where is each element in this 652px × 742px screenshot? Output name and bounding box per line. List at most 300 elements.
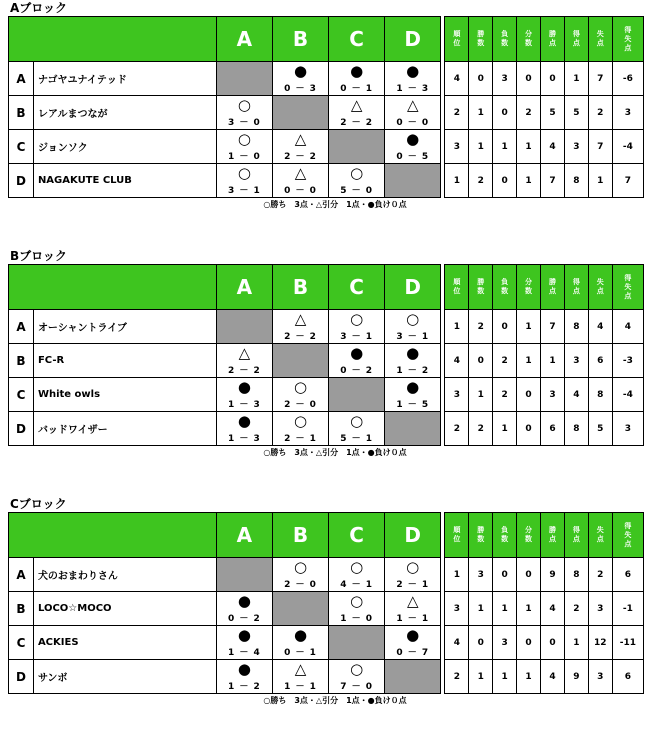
match-result-cell (385, 62, 441, 96)
header-blank (9, 17, 217, 62)
stat-value: 2 (445, 660, 469, 694)
stat-value: 2 (469, 310, 493, 344)
header-stat-char: 勝 (477, 526, 485, 534)
team-name: FC-R (33, 344, 216, 378)
header-team-b: B (272, 265, 328, 310)
team-letter: B (9, 96, 34, 130)
stat-value: 1 (517, 592, 541, 626)
match-result-cell (385, 130, 441, 164)
match-result-cell (385, 378, 441, 412)
match-result-cell (385, 310, 441, 344)
team-letter: C (9, 130, 34, 164)
block-title: Cブロック (10, 497, 67, 511)
header-stat-char: 得 (572, 526, 580, 534)
header-stat (564, 513, 588, 558)
stat-value: 7 (541, 164, 565, 198)
header-stat-char: 分 (525, 278, 533, 286)
stat-value: 1 (564, 62, 588, 96)
stat-value: 1 (469, 660, 493, 694)
team-letter: B (9, 592, 34, 626)
header-stat-char: 点 (596, 39, 604, 47)
team-name: ジョンソク (33, 130, 216, 164)
header-stat (541, 265, 565, 310)
standings-table (8, 16, 644, 198)
header-blank (9, 265, 217, 310)
match-result-cell (272, 310, 328, 344)
team-letter: C (9, 378, 34, 412)
match-score: 3 － 0 (228, 118, 261, 128)
result-symbol: ○ (350, 412, 364, 430)
stat-value: 3 (493, 62, 517, 96)
match-result-cell (216, 130, 272, 164)
match-result-cell (385, 626, 441, 660)
stat-value: 8 (564, 558, 588, 592)
header-row (9, 265, 644, 310)
stat-value: 4 (541, 130, 565, 164)
match-result-cell (272, 660, 328, 694)
stat-value: 2 (445, 412, 469, 446)
self-match-cell (329, 626, 385, 660)
block-title: Bブロック (10, 249, 67, 263)
match-score: 1 － 3 (228, 434, 261, 444)
team-letter: D (9, 412, 34, 446)
stat-value: 4 (564, 378, 588, 412)
team-letter: C (9, 626, 34, 660)
stat-value: 0 (517, 62, 541, 96)
match-score: 2 － 1 (396, 580, 430, 590)
match-result-cell (216, 344, 272, 378)
stat-value: 1 (469, 592, 493, 626)
table-row (9, 344, 644, 378)
header-stat-char: 数 (477, 39, 485, 47)
stat-value: 1 (445, 164, 469, 198)
header-team-b: B (272, 17, 328, 62)
result-symbol: ● (237, 378, 251, 396)
stat-value: 2 (493, 378, 517, 412)
header-stat-char: 位 (453, 535, 461, 543)
stat-value: 6 (541, 412, 565, 446)
header-stat-char: 勝 (548, 278, 556, 286)
match-result-cell (385, 96, 441, 130)
match-result-cell (272, 62, 328, 96)
stat-value: 0 (517, 378, 541, 412)
stat-value: 2 (469, 412, 493, 446)
stat-value: -3 (612, 344, 643, 378)
header-stat-char: 得 (624, 521, 632, 530)
match-result-cell (385, 344, 441, 378)
stat-value: 2 (588, 96, 612, 130)
table-row (9, 412, 644, 446)
result-symbol: ● (406, 130, 420, 148)
legend-text: ○勝ち 3点・△引分 1点・●負け０点 (263, 200, 407, 209)
result-symbol: ○ (350, 592, 364, 610)
stat-value: 1 (517, 310, 541, 344)
header-team-a: A (216, 17, 272, 62)
header-team-c: C (329, 265, 385, 310)
team-letter: A (9, 62, 34, 96)
match-score: 0 － 1 (284, 648, 317, 658)
match-result-cell (385, 592, 441, 626)
stat-value: 3 (445, 130, 469, 164)
stat-value: 1 (445, 310, 469, 344)
result-symbol: △ (238, 344, 251, 362)
match-result-cell (216, 592, 272, 626)
self-match-cell (272, 592, 328, 626)
team-letter: D (9, 660, 34, 694)
match-score: 1 － 4 (228, 648, 261, 658)
stat-value: 0 (493, 96, 517, 130)
self-match-cell (216, 310, 272, 344)
stat-value: 1 (517, 344, 541, 378)
stat-value: 3 (564, 344, 588, 378)
stat-value: 1 (493, 412, 517, 446)
match-result-cell (329, 412, 385, 446)
header-stat-char: 負 (501, 526, 509, 534)
match-result-cell (216, 660, 272, 694)
self-match-cell (272, 96, 328, 130)
match-score: 0 － 0 (396, 118, 430, 128)
stat-value: 4 (445, 626, 469, 660)
match-result-cell (272, 412, 328, 446)
result-symbol: △ (294, 164, 307, 182)
match-result-cell (329, 96, 385, 130)
header-stat-char: 順 (453, 278, 461, 286)
header-stat-char: 負 (501, 30, 509, 38)
match-result-cell (216, 378, 272, 412)
stat-value: 7 (588, 130, 612, 164)
match-score: 0 － 2 (228, 614, 261, 624)
table-row (9, 96, 644, 130)
standings-table (8, 264, 644, 446)
stat-value: 1 (517, 164, 541, 198)
stat-value: -11 (612, 626, 643, 660)
stat-value: 9 (564, 660, 588, 694)
header-stat (541, 513, 565, 558)
header-stat-char: 数 (477, 287, 485, 295)
stat-value: 8 (564, 412, 588, 446)
header-stat (469, 17, 493, 62)
header-stat (612, 17, 643, 62)
self-match-cell (216, 62, 272, 96)
header-stat-char: 勝 (477, 278, 485, 286)
header-stat (445, 17, 469, 62)
stat-value: 0 (541, 62, 565, 96)
result-symbol: ● (406, 62, 420, 80)
stat-value: -4 (612, 130, 643, 164)
result-symbol: ○ (350, 164, 364, 182)
stat-value: 1 (469, 96, 493, 130)
team-name: White owls (33, 378, 216, 412)
result-symbol: ○ (293, 378, 308, 396)
match-result-cell (329, 558, 385, 592)
header-stat-char: 数 (477, 535, 485, 543)
header-team-a: A (216, 513, 272, 558)
match-score: 1 － 3 (396, 84, 430, 94)
result-symbol: △ (350, 96, 363, 114)
stat-value: 1 (588, 164, 612, 198)
header-stat-char: 位 (453, 287, 461, 295)
stat-value: 12 (588, 626, 612, 660)
stat-value: 6 (612, 660, 643, 694)
stat-value: 8 (588, 378, 612, 412)
header-blank (9, 513, 217, 558)
header-stat-char: 負 (501, 278, 509, 286)
header-stat-char: 位 (453, 39, 461, 47)
header-stat (588, 17, 612, 62)
match-result-cell (329, 310, 385, 344)
stat-value: 4 (612, 310, 643, 344)
header-stat-char: 点 (548, 287, 556, 295)
stat-value: 1 (493, 660, 517, 694)
stat-value: 3 (612, 412, 643, 446)
stat-value: 7 (612, 164, 643, 198)
match-score: 0 － 2 (340, 366, 374, 376)
header-stat-char: 得 (624, 25, 632, 34)
stat-value: 2 (564, 592, 588, 626)
match-result-cell (272, 164, 328, 198)
match-result-cell (329, 164, 385, 198)
stat-value: -6 (612, 62, 643, 96)
match-score: 1 － 1 (284, 682, 317, 692)
match-score: 3 － 1 (340, 332, 374, 342)
match-score: 1 － 2 (396, 366, 430, 376)
team-name: LOCO☆MOCO (33, 592, 216, 626)
header-team-d: D (385, 17, 441, 62)
stat-value: 2 (469, 164, 493, 198)
stat-value: -4 (612, 378, 643, 412)
match-score: 0 － 7 (396, 648, 430, 658)
legend-text: ○勝ち 3点・△引分 1点・●負け０点 (263, 448, 407, 457)
stat-value: 0 (469, 626, 493, 660)
header-stat (517, 265, 541, 310)
header-stat-char: 失 (624, 282, 632, 291)
stat-value: 1 (517, 130, 541, 164)
stat-value: -1 (612, 592, 643, 626)
result-symbol: △ (406, 592, 419, 610)
stat-value: 2 (445, 96, 469, 130)
result-symbol: ● (350, 62, 364, 80)
self-match-cell (329, 378, 385, 412)
header-team-c: C (329, 17, 385, 62)
stat-value: 0 (469, 62, 493, 96)
result-symbol: ○ (293, 558, 308, 576)
team-name: ナゴヤユナイテッド (33, 62, 216, 96)
result-symbol: ● (406, 626, 420, 644)
header-stat-char: 点 (624, 291, 632, 300)
stat-value: 3 (588, 660, 612, 694)
match-score: 1 － 3 (228, 400, 261, 410)
match-result-cell (272, 130, 328, 164)
header-row (9, 17, 644, 62)
team-name: レアルまつなが (33, 96, 216, 130)
team-name: 犬のおまわりさん (33, 558, 216, 592)
header-stat (445, 513, 469, 558)
block-b (8, 248, 644, 460)
match-score: 1 － 0 (340, 614, 374, 624)
match-result-cell (329, 592, 385, 626)
header-stat (588, 265, 612, 310)
match-score: 4 － 1 (340, 580, 374, 590)
result-symbol: ● (406, 378, 420, 396)
self-match-cell (272, 344, 328, 378)
header-row (9, 513, 644, 558)
header-stat-char: 点 (572, 39, 580, 47)
header-stat-char: 分 (525, 526, 533, 534)
stat-value: 5 (564, 96, 588, 130)
stat-value: 9 (541, 558, 565, 592)
stat-value: 4 (445, 344, 469, 378)
match-score: 2 － 2 (284, 332, 317, 342)
table-row (9, 164, 644, 198)
team-name: オーシャントライブ (33, 310, 216, 344)
match-score: 1 － 0 (228, 152, 261, 162)
result-symbol: ● (237, 592, 251, 610)
match-score: 2 － 0 (284, 400, 317, 410)
block-c (8, 496, 644, 708)
stat-value: 8 (564, 310, 588, 344)
stat-value: 5 (541, 96, 565, 130)
stat-value: 7 (541, 310, 565, 344)
result-symbol: ○ (406, 310, 420, 328)
header-stat-char: 得 (624, 273, 632, 282)
result-symbol: ● (406, 344, 420, 362)
header-stat (541, 17, 565, 62)
result-symbol: △ (406, 96, 419, 114)
header-stat-char: 失 (596, 30, 604, 38)
table-row (9, 310, 644, 344)
header-stat-char: 点 (596, 287, 604, 295)
header-stat (588, 513, 612, 558)
header-stat-char: 順 (453, 30, 461, 38)
result-symbol: ● (293, 62, 308, 80)
table-row (9, 62, 644, 96)
stat-value: 0 (517, 626, 541, 660)
stat-value: 0 (493, 310, 517, 344)
header-stat-char: 勝 (548, 526, 556, 534)
header-stat (445, 265, 469, 310)
match-score: 5 － 1 (340, 434, 374, 444)
stat-value: 1 (541, 344, 565, 378)
match-score: 5 － 0 (340, 186, 374, 196)
block-title: Aブロック (10, 1, 68, 15)
result-symbol: ○ (293, 412, 308, 430)
match-score: 2 － 2 (284, 152, 317, 162)
header-team-d: D (385, 513, 441, 558)
team-name: ACKIES (33, 626, 216, 660)
result-symbol: ● (293, 626, 308, 644)
stat-value: 3 (588, 592, 612, 626)
stat-value: 2 (517, 96, 541, 130)
match-result-cell (329, 62, 385, 96)
header-stat (469, 265, 493, 310)
result-symbol: △ (294, 130, 307, 148)
match-result-cell (272, 378, 328, 412)
header-stat-char: 点 (624, 43, 632, 52)
stat-value: 6 (588, 344, 612, 378)
header-stat (469, 513, 493, 558)
match-score: 2 － 2 (228, 366, 261, 376)
header-stat-char: 数 (525, 287, 533, 295)
header-stat (493, 513, 517, 558)
header-stat-char: 点 (548, 535, 556, 543)
header-stat (493, 265, 517, 310)
header-team-a: A (216, 265, 272, 310)
header-stat-char: 勝 (548, 30, 556, 38)
header-stat-char: 失 (624, 34, 632, 43)
stat-value: 0 (469, 344, 493, 378)
match-result-cell (216, 164, 272, 198)
stat-value: 1 (517, 660, 541, 694)
stat-value: 6 (612, 558, 643, 592)
result-symbol: ○ (237, 164, 251, 182)
stat-value: 3 (564, 130, 588, 164)
header-stat-char: 点 (624, 539, 632, 548)
header-stat (612, 265, 643, 310)
stat-value: 5 (588, 412, 612, 446)
header-stat (493, 17, 517, 62)
stat-value: 1 (493, 592, 517, 626)
self-match-cell (385, 164, 441, 198)
result-symbol: ● (350, 344, 364, 362)
header-stat-char: 得 (572, 30, 580, 38)
table-row (9, 378, 644, 412)
header-stat-char: 順 (453, 526, 461, 534)
team-letter: B (9, 344, 34, 378)
header-stat (612, 513, 643, 558)
team-name: NAGAKUTE CLUB (33, 164, 216, 198)
stat-value: 3 (493, 626, 517, 660)
match-score: 2 － 0 (284, 580, 317, 590)
team-name: バッドワイザー (33, 412, 216, 446)
match-result-cell (272, 558, 328, 592)
table-row (9, 660, 644, 694)
header-stat-char: 点 (548, 39, 556, 47)
header-stat-char: 得 (572, 278, 580, 286)
header-stat-char: 点 (572, 287, 580, 295)
stat-value: 7 (588, 62, 612, 96)
result-symbol: ○ (406, 558, 420, 576)
result-symbol: ○ (350, 558, 364, 576)
team-name: サンボ (33, 660, 216, 694)
match-result-cell (272, 626, 328, 660)
header-stat-char: 点 (596, 535, 604, 543)
header-stat (517, 17, 541, 62)
header-team-d: D (385, 265, 441, 310)
result-symbol: ● (237, 660, 251, 678)
match-result-cell (385, 558, 441, 592)
self-match-cell (329, 130, 385, 164)
match-score: 0 － 0 (284, 186, 317, 196)
match-score: 7 － 0 (340, 682, 374, 692)
table-row (9, 558, 644, 592)
header-stat-char: 分 (525, 30, 533, 38)
match-score: 0 － 1 (340, 84, 374, 94)
match-score: 1 － 2 (228, 682, 261, 692)
stat-value: 1 (493, 130, 517, 164)
stat-value: 0 (517, 558, 541, 592)
table-row (9, 130, 644, 164)
header-team-b: B (272, 513, 328, 558)
header-stat-char: 失 (596, 526, 604, 534)
header-stat (517, 513, 541, 558)
match-score: 0 － 5 (396, 152, 430, 162)
header-stat-char: 失 (624, 530, 632, 539)
team-letter: A (9, 558, 34, 592)
match-result-cell (216, 96, 272, 130)
stat-value: 4 (541, 660, 565, 694)
result-symbol: ○ (237, 96, 251, 114)
match-score: 2 － 1 (284, 434, 317, 444)
